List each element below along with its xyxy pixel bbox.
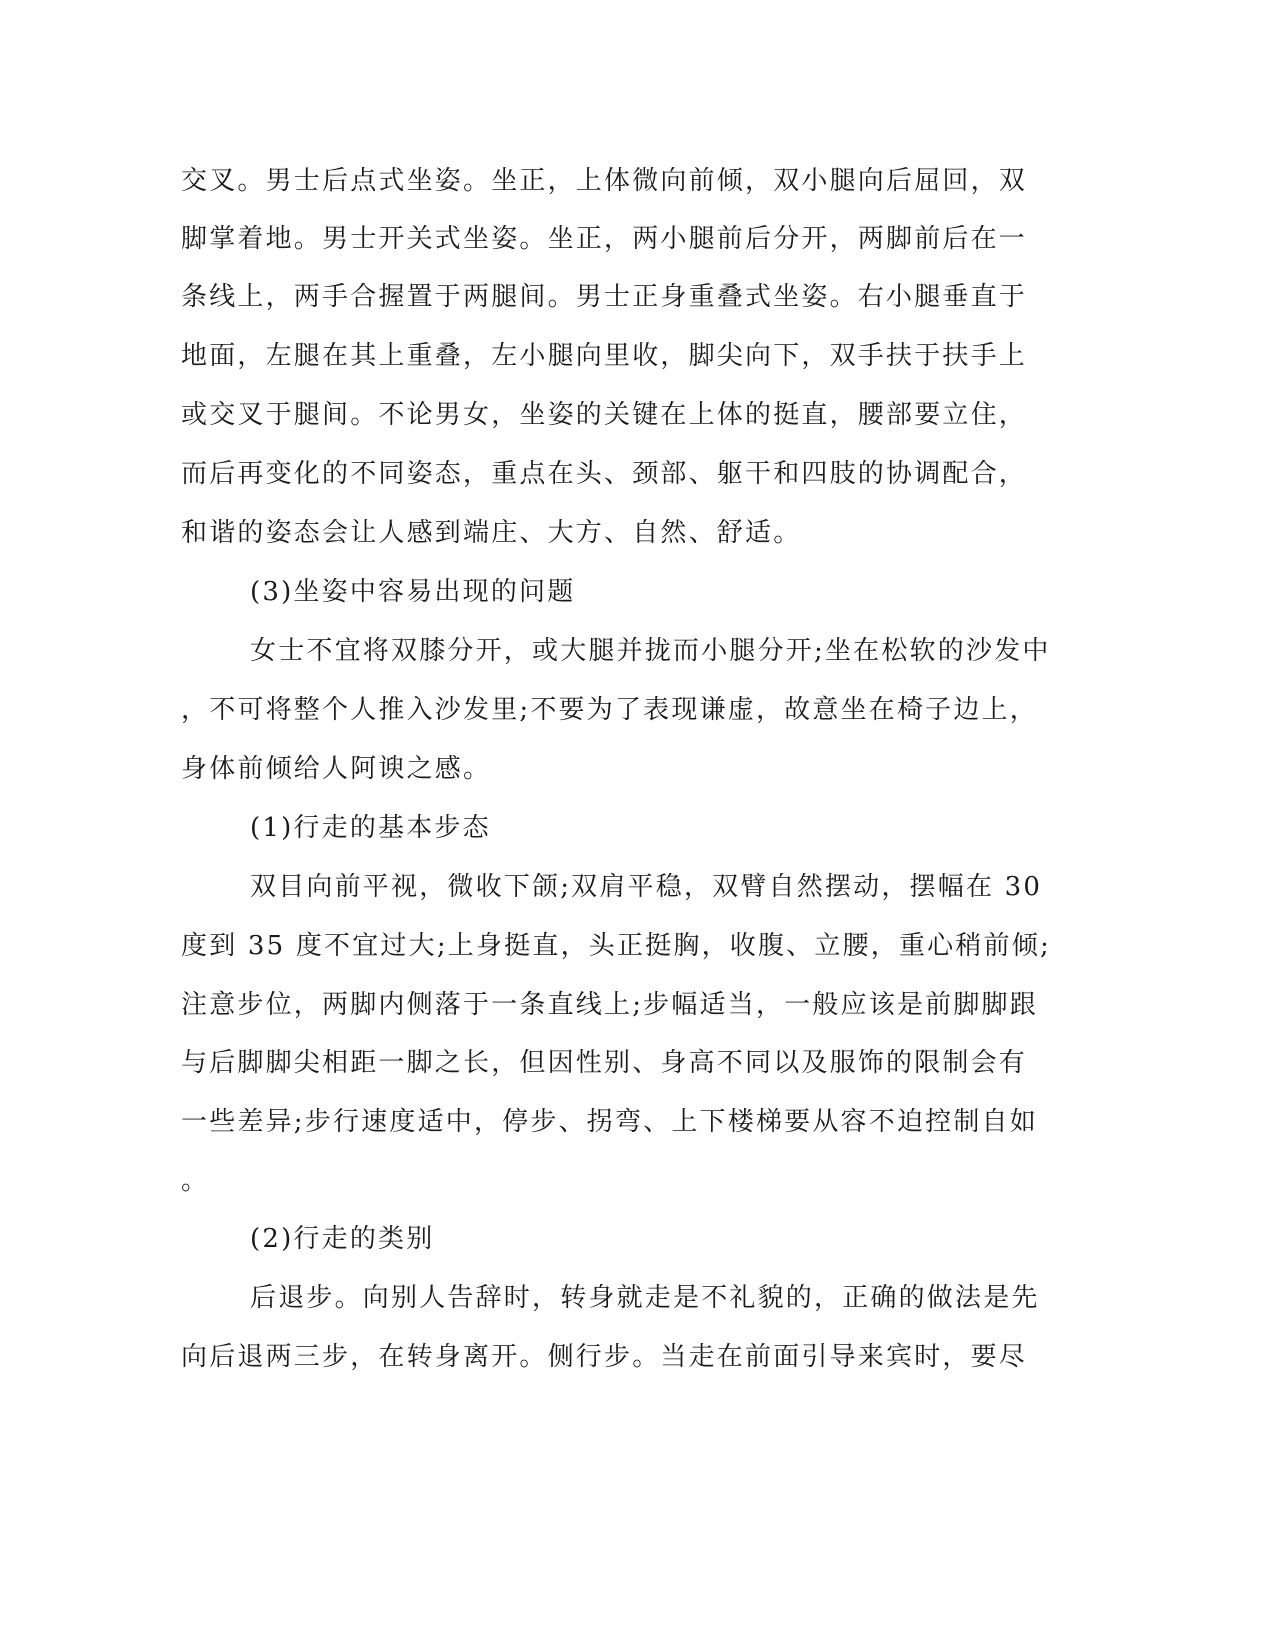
text-line: ，不可将整个人推入沙发里;不要为了表现谦虚，故意坐在椅子边上，: [181, 695, 1038, 725]
text-line: 或交叉于腿间。不论男女，坐姿的关键在上体的挺直，腰部要立住，: [181, 400, 1028, 430]
text-line: 。: [181, 1166, 210, 1196]
text-line: 身体前倾给人阿谀之感。: [181, 754, 492, 784]
text-line: 而后再变化的不同姿态，重点在头、颈部、躯干和四肢的协调配合，: [181, 459, 1028, 489]
section-heading: (1)行走的基本步态: [250, 813, 491, 843]
text-line: 与后脚脚尖相距一脚之长，但因性别、身高不同以及服饰的限制会有: [181, 1048, 1028, 1078]
text-line: 交叉。男士后点式坐姿。坐正，上体微向前倾，双小腿向后屈回，双: [181, 166, 1028, 196]
text-line: 一些差异;步行速度适中，停步、拐弯、上下楼梯要从容不迫控制自如: [181, 1107, 1038, 1137]
text-line: 和谐的姿态会让人感到端庄、大方、自然、舒适。: [181, 518, 802, 548]
section-heading: (2)行走的类别: [250, 1224, 435, 1254]
text-line: 度到 35 度不宜过大;上身挺直，头正挺胸，收腹、立腰，重心稍前倾;: [181, 931, 1051, 961]
text-line: 脚掌着地。男士开关式坐姿。坐正，两小腿前后分开，两脚前后在一: [181, 224, 1028, 254]
text-line: 双目向前平视，微收下颌;双肩平稳，双臂自然摆动，摆幅在 30: [250, 872, 1043, 902]
text-line: 女士不宜将双膝分开，或大腿并拢而小腿分开;坐在松软的沙发中: [250, 636, 1051, 666]
text-line: 后退步。向别人告辞时，转身就走是不礼貌的，正确的做法是先: [250, 1283, 1040, 1313]
section-heading: (3)坐姿中容易出现的问题: [250, 577, 576, 607]
text-line: 向后退两三步，在转身离开。侧行步。当走在前面引导来宾时，要尽: [181, 1342, 1028, 1372]
text-line: 地面，左腿在其上重叠，左小腿向里收，脚尖向下，双手扶于扶手上: [181, 341, 1028, 371]
text-line: 注意步位，两脚内侧落于一条直线上;步幅适当，一般应该是前脚脚跟: [181, 990, 1038, 1020]
text-line: 条线上，两手合握置于两腿间。男士正身重叠式坐姿。右小腿垂直于: [181, 282, 1028, 312]
